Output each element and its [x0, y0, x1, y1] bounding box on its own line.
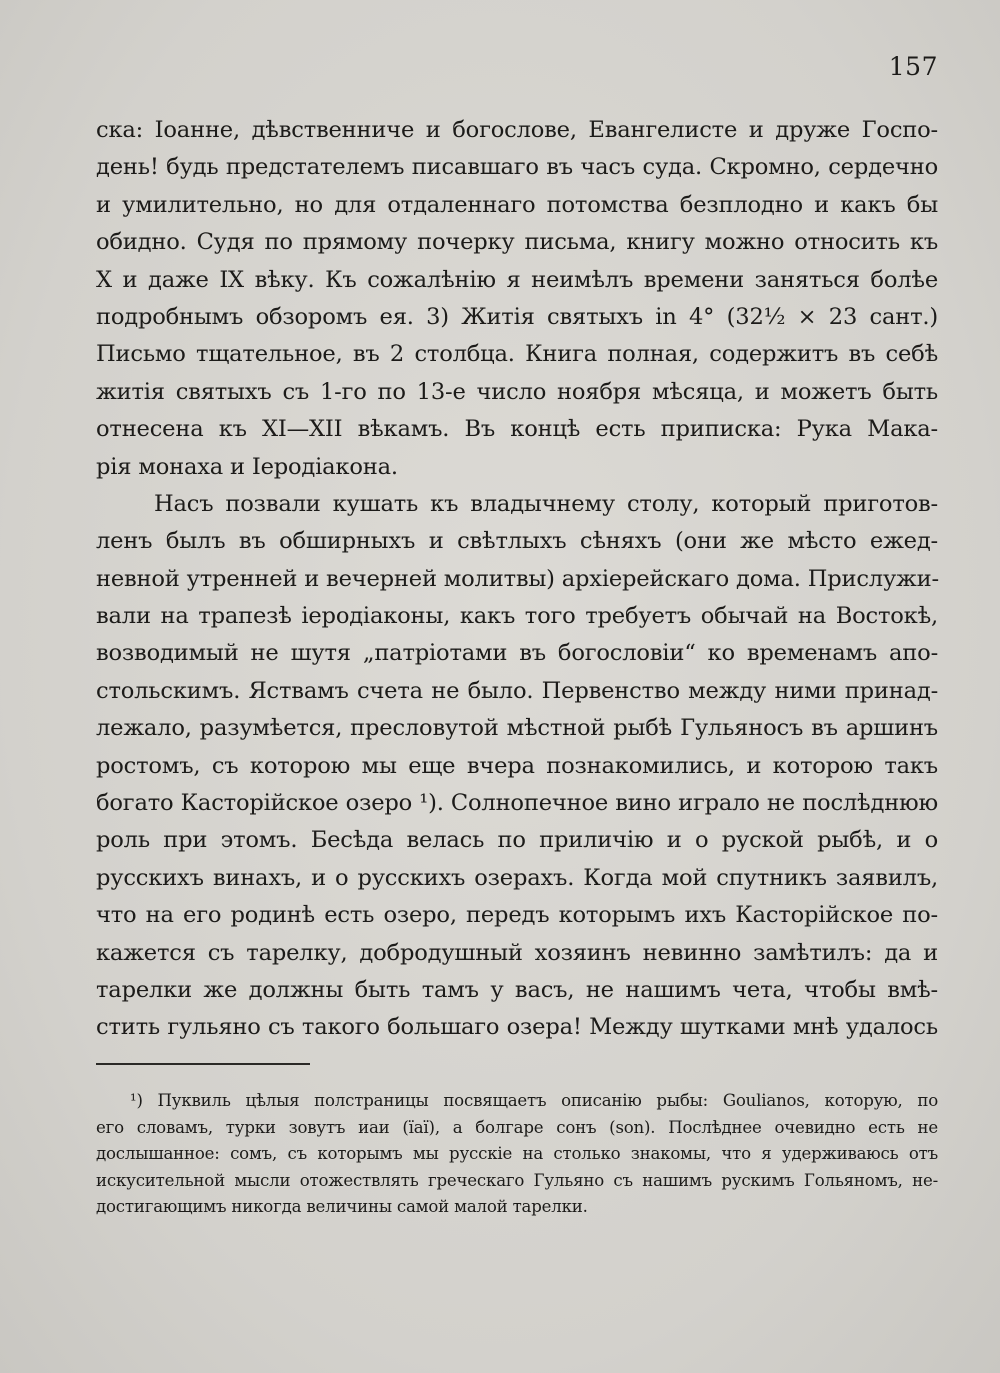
text-line: русскихъ винахъ, и о русскихъ озерахъ. Когда мой спутникъ заявилъ,: [96, 864, 938, 891]
text-line: богато Касторійское озеро ¹). Солнопечное вино играло не послѣднюю: [96, 790, 938, 817]
text-line: отнесена къ XI—XII вѣкамъ. Въ концѣ есть приписка: Рука Мака-: [96, 416, 938, 443]
footnote-line: его словамъ, турки зовутъ иаи (ïaï), а болгаре сонъ (son). Послѣднее очевидно есть не: [96, 1117, 938, 1137]
page-number: 157: [888, 52, 938, 81]
footnote-line: ¹) Пуквиль цѣлыя полстраницы посвящаетъ описанію рыбы: Goulianos, которую, по: [130, 1091, 938, 1110]
text-line: что на его родинѣ есть озеро, передъ которымъ ихъ Касторійское по-: [96, 902, 938, 929]
text-line: возводимый не шутя „патріотами въ богословіи“ ко временамъ апо-: [96, 640, 938, 667]
text-line: день! будь предстателемъ писавшаго въ часъ суда. Скромно, сердечно: [96, 154, 938, 181]
text-line: житія святыхъ съ 1-го по 13-е число ноября мѣсяца, и можетъ быть: [96, 378, 938, 405]
text-line: невной утренней и вечерней молитвы) архіерейскаго дома. Прислужи-: [96, 565, 939, 592]
text-line: тарелки же должны быть тамъ у васъ, не нашимъ чета, чтобы вмѣ-: [96, 976, 938, 1003]
text-line: ленъ былъ въ обширныхъ и свѣтлыхъ сѣняхъ (они же мѣсто ежед-: [96, 528, 938, 555]
text-line: и умилительно, но для отдаленнаго потомства безплодно и какъ бы: [96, 191, 938, 218]
text-line: лежало, разумѣется, пресловутой мѣстной рыбѣ Гульяносъ въ аршинъ: [96, 715, 938, 742]
text-line: обидно. Судя по прямому почерку письма, книгу можно относить къ: [96, 229, 938, 256]
text-line: вали на трапезѣ іеродіаконы, какъ того требуетъ обычай на Востокѣ,: [96, 603, 938, 630]
text-line: кажется съ тарелку, добродушный хозяинъ невинно замѣтилъ: да и: [96, 939, 938, 966]
footnote-line: искусительной мысли отожествлять греческаго Гульяно съ нашимъ рускимъ Гольяномъ, не-: [96, 1170, 938, 1190]
text-line: ростомъ, съ которою мы еще вчера познакомились, и которою такъ: [96, 752, 938, 779]
footnote-line: дослышанное: сомъ, съ которымъ мы русскіе на столько знакомы, что я удерживаюсь отъ: [96, 1144, 938, 1164]
footnote: [96, 1088, 938, 1221]
main-text: [96, 112, 938, 1047]
text-line: роль при этомъ. Бесѣда велась по приличію и о руской рыбѣ, и о: [96, 827, 938, 854]
text-line: рія монаха и Іеродіакона.: [96, 453, 398, 480]
footnote-line: достигающимъ никогда величины самой малой тарелки.: [96, 1197, 588, 1217]
text-line: Письмо тщательное, въ 2 столбца. Книга полная, содержитъ въ себѣ: [96, 341, 938, 368]
text-line: X и даже IX вѣку. Къ сожалѣнію я неимѣлъ времени заняться болѣе: [96, 266, 938, 293]
text-line: ска: Іоанне, дѣвственниче и богослове, Евангелисте и друже Госпо-: [96, 117, 938, 143]
text-line: Насъ позвали кушать къ владычнему столу, который приготов-: [154, 490, 938, 517]
text-line: стить гульяно съ такого большаго озера! Между шутками мнѣ удалось: [96, 1014, 938, 1041]
text-line: стольскимъ. Яствамъ счета не было. Первенство между ними принад-: [96, 677, 938, 704]
footnote-divider: [96, 1063, 310, 1065]
text-line: подробнымъ обзоромъ ея. 3) Житія святыхъ in 4° (32½ × 23 сант.): [96, 303, 938, 330]
